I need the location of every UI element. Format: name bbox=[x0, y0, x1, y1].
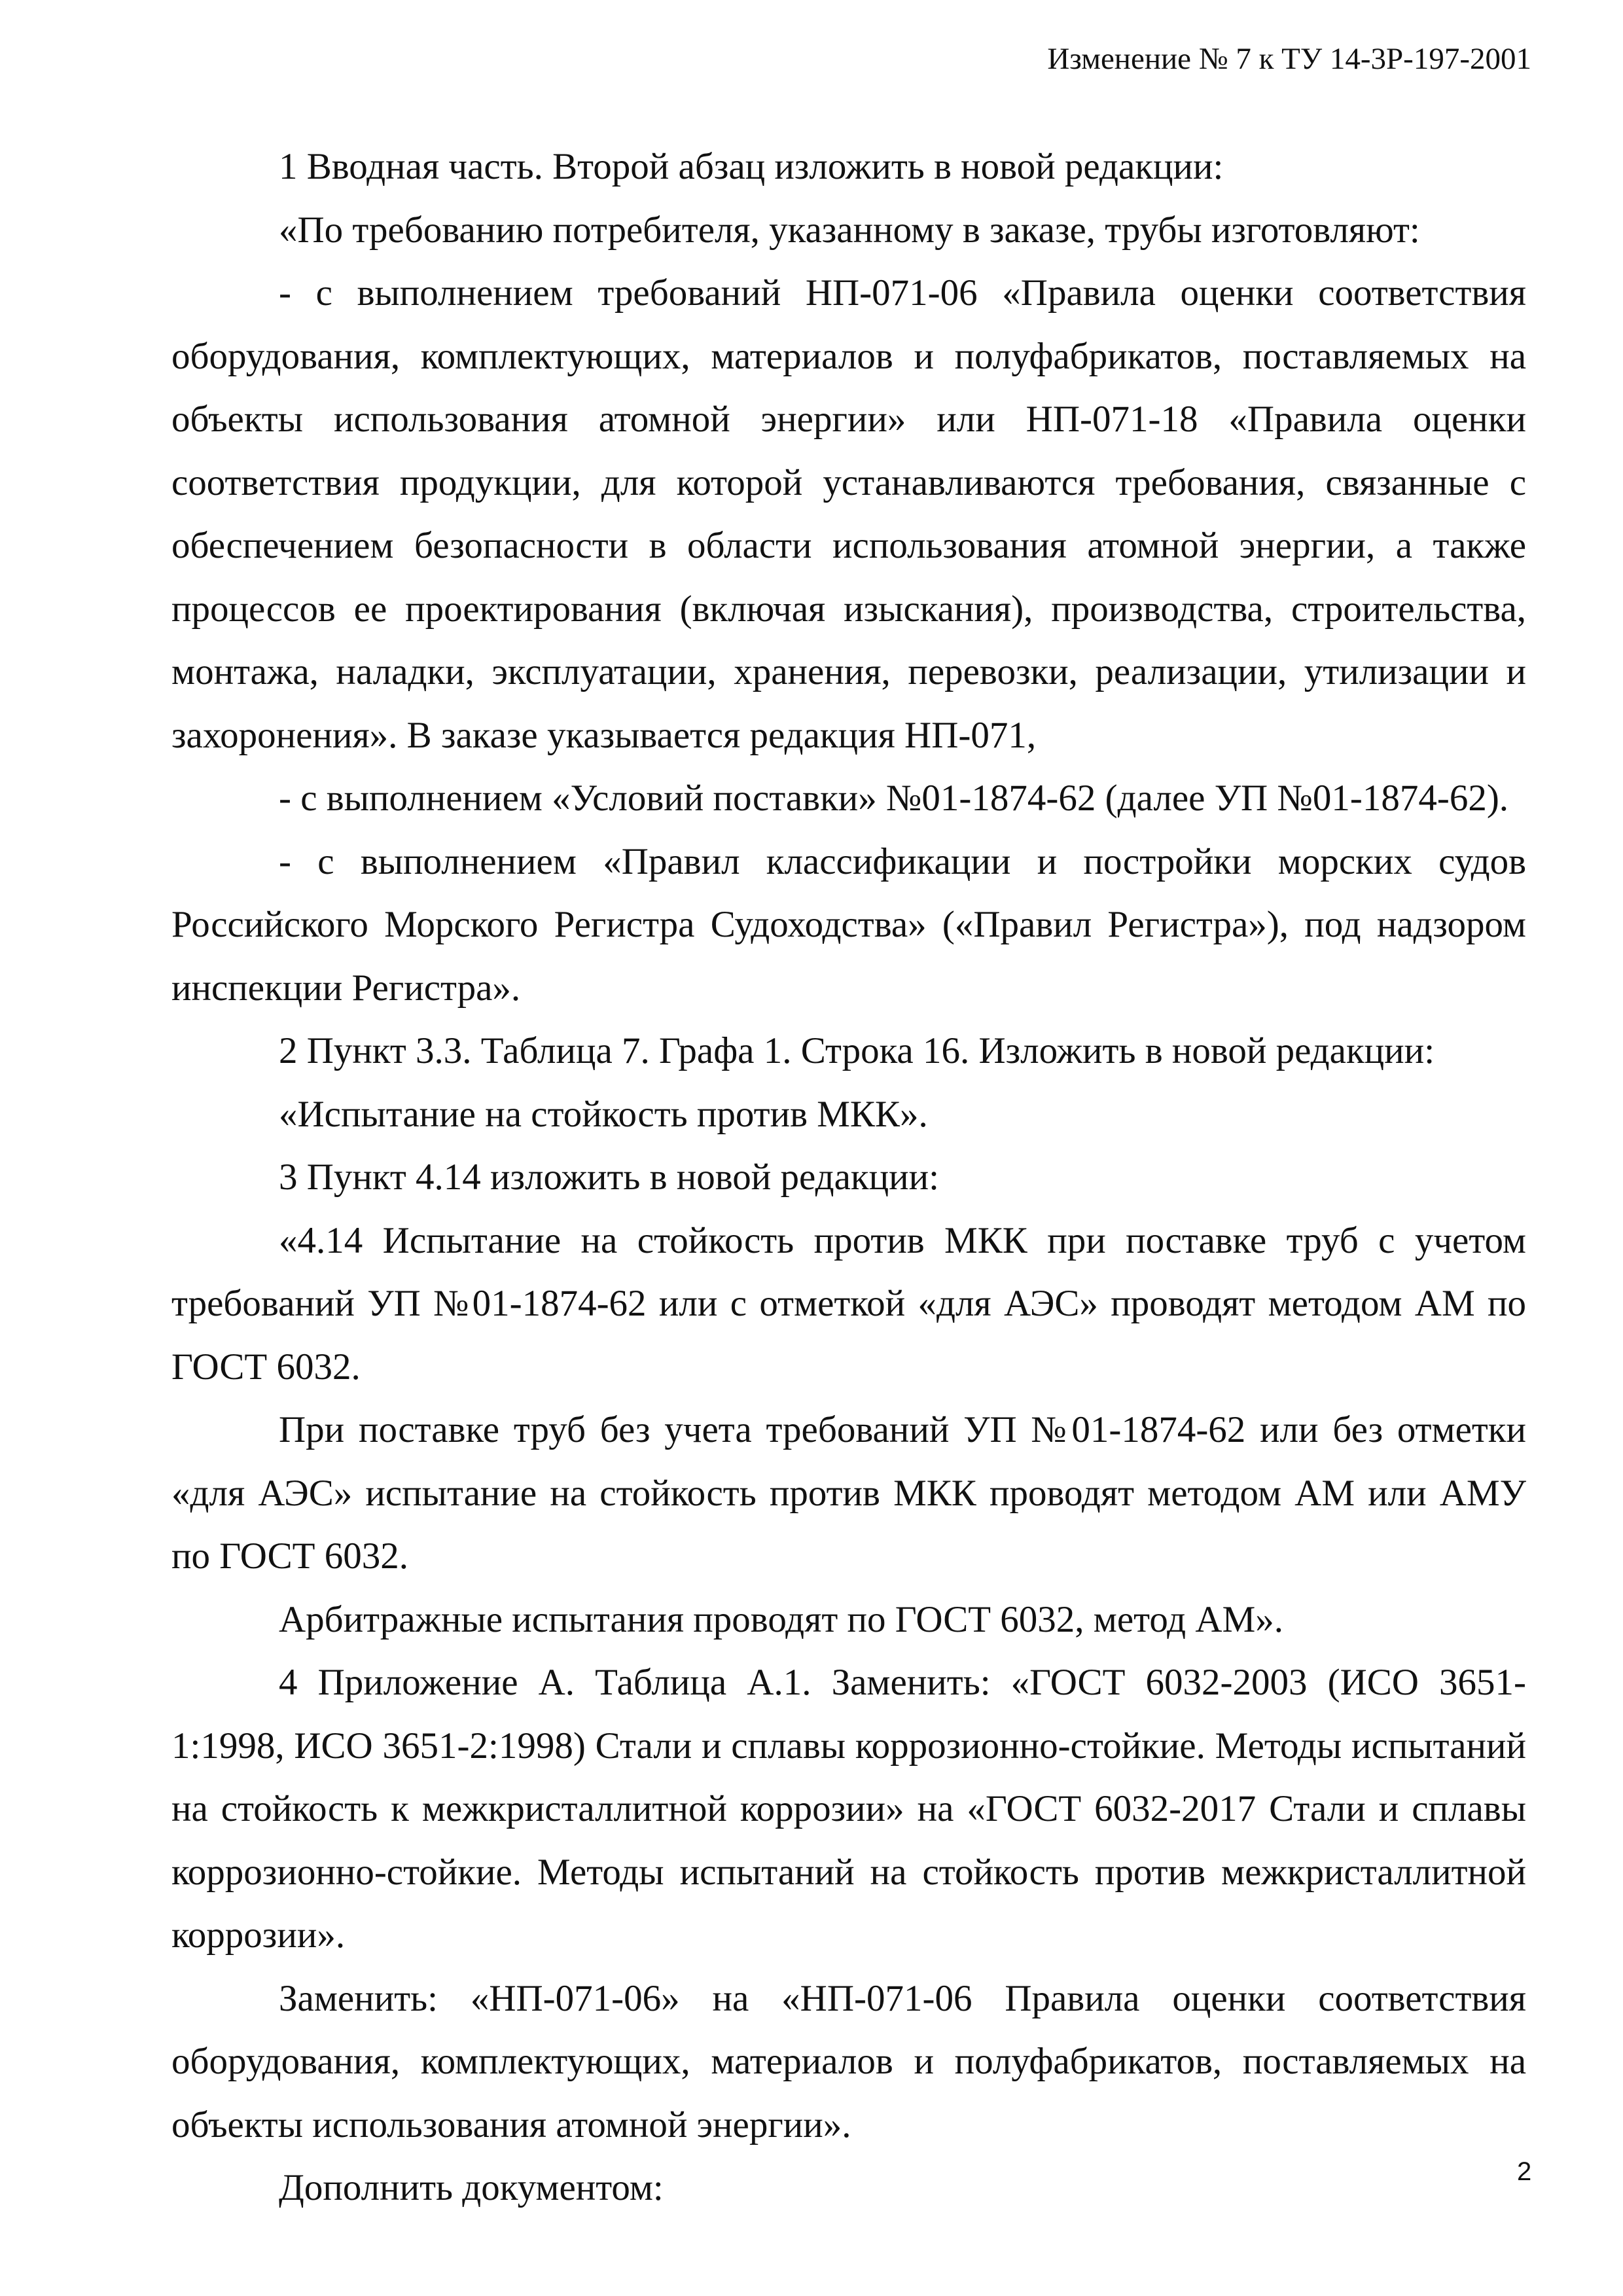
page-number: 2 bbox=[1517, 2157, 1532, 2186]
paragraph-item-3: 3 Пункт 4.14 изложить в новой редакции: bbox=[279, 1157, 939, 1198]
paragraph-register-rules: - с выполнением «Правил классификации и постройки морских судов Российского Морского Регистра Судоходства» («Правил Регистра»), под надзором инспекции Регистра». bbox=[171, 840, 1526, 1009]
paragraph-mkk-test: «Испытание на стойкость против МКК». bbox=[279, 1093, 928, 1135]
paragraph-intro-section: 1 Вводная часть. Второй абзац изложить в новой редакции: bbox=[279, 146, 1224, 187]
paragraph-delivery-conditions: - с выполнением «Условий поставки» №01-1874-62 (далее УП №01-1874-62). bbox=[279, 778, 1509, 819]
paragraph-delivery-without-requirements: При поставке труб без учета требований УП №01-1874-62 или без отметки «для АЭС» испытание на стойкость против МКК проводят методом АМ или АМУ по ГОСТ 6032. bbox=[171, 1409, 1526, 1577]
paragraph-item-4-appendix: 4 Приложение А. Таблица А.1. Заменить: «ГОСТ 6032-2003 (ИСО 3651-1:1998, ИСО 3651-2:1998) Стали и сплавы коррозионно-стойкие. Методы испытаний на стойкость к межкристаллитной коррозии» на «ГОСТ 6032-2017 Стали и сплавы коррозионно-стойкие. Методы испытаний на стойкость против межкристаллитной коррозии». bbox=[171, 1662, 1526, 1956]
paragraph-item-4-14: «4.14 Испытание на стойкость против МКК при поставке труб с учетом требований УП №01-1874-62 или с отметкой «для АЭС» проводят методом АМ по ГОСТ 6032. bbox=[171, 1219, 1526, 1388]
paragraph-add-document: Дополнить документом: bbox=[279, 2167, 664, 2208]
paragraph-np-071-requirement: - с выполнением требований НП-071-06 «Правила оценки соответствия оборудования, комплектующих, материалов и полуфабрикатов, поставляемых на объекты использования атомной энергии» или НП-071-18 «Правила оценки соответствия продукции, для которой устанавливаются требования, связанные с обеспечением безопасности в области использования атомной энергии, а также процессов ее проектирования (включая изыскания), производства, строительства, монтажа, наладки, эксплуатации, хранения, перевозки, реализации, утилизации и захоронения». В заказе указывается редакция НП-071, bbox=[171, 272, 1526, 756]
paragraph-arbitration-tests: Арбитражные испытания проводят по ГОСТ 6032, метод АМ». bbox=[279, 1598, 1284, 1640]
paragraph-replace-np-071: Заменить: «НП-071-06» на «НП-071-06 Правила оценки соответствия оборудования, комплектующих, материалов и полуфабрикатов, поставляемых на объекты использования атомной энергии». bbox=[171, 1977, 1526, 2145]
paragraph-consumer-requirement: «По требованию потребителя, указанному в заказе, трубы изготовляют: bbox=[279, 209, 1420, 251]
document-header: Изменение № 7 к ТУ 14-3Р-197-2001 bbox=[1047, 42, 1531, 76]
document-body bbox=[171, 135, 1526, 2220]
paragraph-item-2: 2 Пункт 3.3. Таблица 7. Графа 1. Строка 16. Изложить в новой редакции: bbox=[279, 1030, 1435, 1071]
